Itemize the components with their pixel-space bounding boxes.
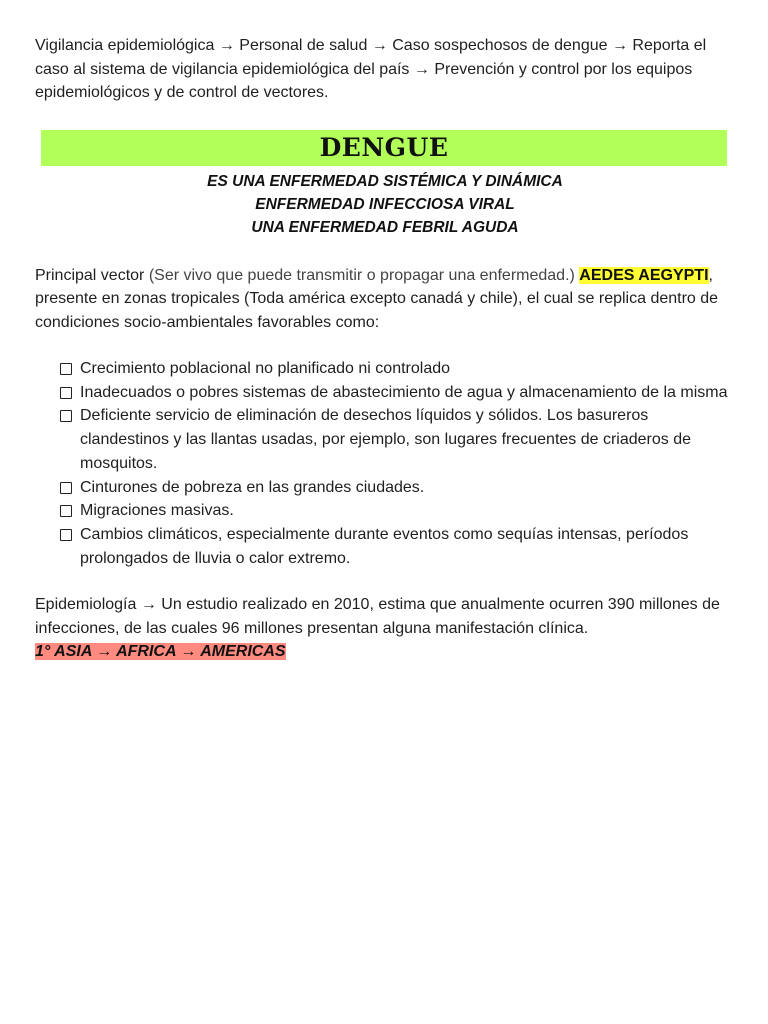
conditions-list [35, 357, 735, 570]
list-item [60, 499, 735, 523]
intro-paragraph: Vigilancia epidemiológica → Personal de salud → Caso sospechosos de dengue → Reporta el caso al sistema de vigilancia epidemiológica del país → Prevención y control por los equipos epidemiológicos y de control de vectores. [35, 37, 707, 101]
list-item-text: Crecimiento poblacional no planificado ni controlado [80, 360, 451, 377]
list-item-text: Inadecuados o pobres sistemas de abastecimiento de agua y almacenamiento de la misma [80, 383, 728, 401]
list-item [60, 476, 735, 500]
checkbox-icon[interactable] [60, 505, 72, 517]
list-item [60, 381, 735, 405]
subtitle-line: UNA ENFERMEDAD FEBRIL AGUDA [251, 218, 519, 236]
subtitle-block [35, 170, 735, 239]
epidemiology-paragraph: Epidemiología → Un estudio realizado en 2010, estima que anualmente ocurren 390 millones de infecciones, de las cuales 96 millones presentan alguna manifestación clínica. [35, 596, 720, 637]
list-item-text: Cambios climáticos, especialmente durante eventos como sequías intensas, períodos prolongados de lluvia o calor extremo. [80, 525, 689, 567]
list-item [60, 523, 735, 570]
vector-definition: (Ser vivo que puede transmitir o propagar una enfermedad.) [148, 266, 575, 284]
subtitle-line: ES UNA ENFERMEDAD SISTÉMICA Y DINÁMICA [207, 172, 563, 190]
ranking-line [35, 640, 735, 664]
list-item-text: Migraciones masivas. [80, 502, 234, 520]
checkbox-icon[interactable] [60, 363, 72, 375]
checkbox-icon[interactable] [60, 410, 72, 422]
checkbox-icon[interactable] [60, 482, 72, 494]
vector-highlight: AEDES AEGYPTI [579, 266, 709, 284]
list-item-text: Deficiente servicio de eliminación de desechos líquidos y sólidos. Los basureros clandestinos y las llantas usadas, por ejemplo, son lugares frecuentes de criaderos de mosquitos. [80, 407, 692, 472]
vector-suffix: , presente en zonas tropicales (Toda américa excepto canadá y chile), el cual se replica dentro de condiciones socio-ambientales favorables como: [35, 266, 719, 331]
list-item [60, 357, 735, 381]
checkbox-icon[interactable] [60, 529, 72, 541]
vector-prefix: Principal vector [35, 266, 149, 284]
document-page [35, 34, 735, 664]
subtitle-line: ENFERMEDAD INFECCIOSA VIRAL [255, 195, 515, 213]
vector-paragraph [35, 264, 735, 335]
list-item-text: Cinturones de pobreza en las grandes ciudades. [80, 478, 425, 496]
page-title: DENGUE [41, 130, 727, 166]
list-item [60, 404, 735, 475]
ranking-highlight: 1° ASIA → AFRICA → AMERICAS [35, 643, 286, 661]
checkbox-icon[interactable] [60, 387, 72, 399]
